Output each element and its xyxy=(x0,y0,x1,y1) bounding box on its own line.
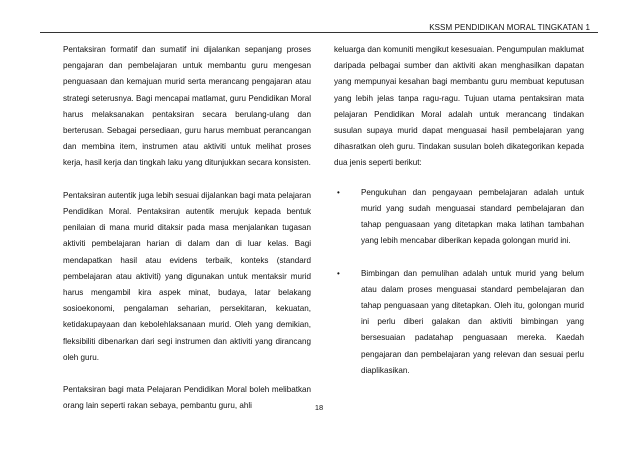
left-column xyxy=(63,42,311,431)
paragraph-assessment-involvement: Pentaksiran bagi mata Pelajaran Pendidikan Moral boleh melibatkan orang lain seperti rakan sebaya, pembantu guru, ahli xyxy=(63,385,311,411)
right-column xyxy=(334,42,584,395)
paragraph-authentic-assessment: Pentaksiran autentik juga lebih sesuai dijalankan bagi mata pelajaran Pendidikan Moral. Pentaksiran autentik merujuk kepada bentuk penilaian di mana murid ditaksir pada masa menjalankan tugasan aktiviti pembelajaran harian di dalam dan di luar kelas. Bagi mendapatkan hasil atau evidens terbaik, konteks (standard pembelajaran atau aktiviti) yang digunakan untuk mentaksir murid harus mengambil kira aspek minat, budaya, latar belakang sosioekonomi, pengalaman seharian, persekitaran, kekuatan, ketidakupayaan dan kebolehlaksanaan murid. Oleh yang demikian, fleksibiliti dibenarkan dari segi instrumen dan aktiviti yang dirancang oleh guru. xyxy=(63,190,311,362)
follow-up-action-list xyxy=(334,185,584,379)
paragraph-follow-up-actions: keluarga dan komuniti mengikut kesesuaian. Pengumpulan maklumat daripada pelbagai sumber dan aktiviti akan menghasilkan dapatan yang mempunyai kesahan bagi membantu guru membuat keputusan yang lebih jelas tanpa ragu-ragu. Tujuan utama pentaksiran mata pelajaran Pendidikan Moral adalah untuk merancang tindakan susulan supaya murid dapat menguasai hasil pembelajaran yang dihasratkan oleh guru. Tindakan susulan boleh dikategorikan kepada dua jenis seperti berikut: xyxy=(334,45,584,168)
page-header xyxy=(0,0,638,32)
list-item-remedial xyxy=(334,266,584,379)
page-number: 18 xyxy=(314,403,324,412)
document-title: KSSM PENDIDIKAN MORAL TINGKATAN 1 xyxy=(429,23,590,32)
list-item-text: Pengukuhan dan pengayaan pembelajaran adalah untuk murid yang sudah menguasai standard pembelajaran dan tahap penguasaan yang ditetapkan maka latihan tambahan yang lebih mencabar diberikan kepada golongan murid ini. xyxy=(361,187,584,246)
bullet-icon: • xyxy=(337,187,340,197)
list-item-text: Bimbingan dan pemulihan adalah untuk murid yang belum atau dalam proses menguasai standard pembelajaran dan tahap penguasaan yang ditetapkan. Oleh itu, golongan murid ini perlu diberi galakan dan aktiviti bimbingan yang bersesuaian padatahap penguasaan mereka. Kaedah pengajaran dan pembelajaran yang relevan dan sesuai perlu diaplikasikan. xyxy=(361,268,584,375)
list-item-enrichment xyxy=(334,185,584,250)
paragraph-formative-summative: Pentaksiran formatif dan sumatif ini dijalankan sepanjang proses pengajaran dan pembelajaran untuk membantu guru mengesan penguasaan dan kemajuan murid serta merancang pengajaran atau strategi seterusnya. Bagi mencapai matlamat, guru Pendidikan Moral harus melaksanakan pentaksiran secara berulang-ulang dan berterusan. Sebagai persediaan, guru harus membuat perancangan dan membina item, instrumen atau aktiviti untuk melihat proses kerja, hasil kerja dan tingkah laku yang ditunjukkan secara konsisten. xyxy=(63,45,311,168)
header-divider xyxy=(40,32,598,33)
bullet-icon: • xyxy=(337,268,340,278)
